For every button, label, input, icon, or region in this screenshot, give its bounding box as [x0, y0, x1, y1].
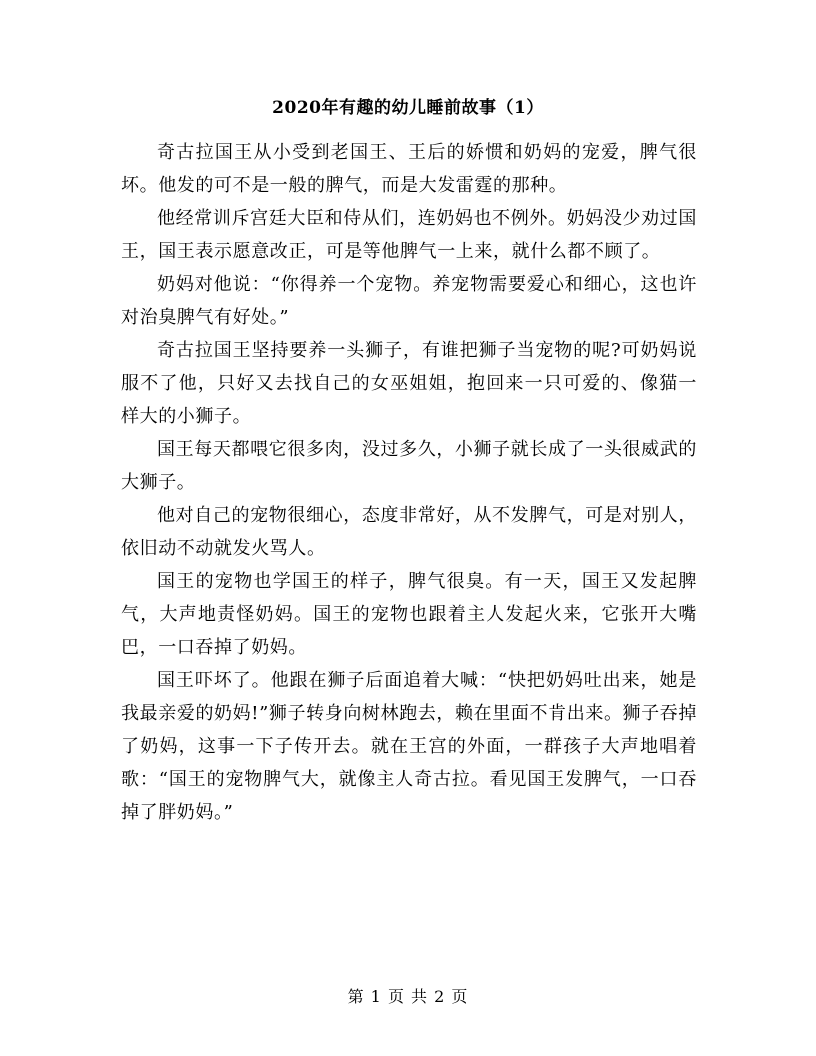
paragraph: 奇古拉国王坚持要养一头狮子，有谁把狮子当宠物的呢?可奶妈说服不了他，只好又去找自己的女巫姐姐，抱回来一只可爱的、像猫一样大的小狮子。 [121, 340, 697, 427]
paragraph: 奇古拉国王从小受到老国王、王后的娇惯和奶妈的宠爱，脾气很坏。他发的可不是一般的脾气，而是大发雷霆的那种。 [121, 142, 697, 196]
paragraph: 奶妈对他说：“你得养一个宠物。养宠物需要爱心和细心，这也许对治臭脾气有好处。” [121, 274, 697, 328]
paragraph: 国王的宠物也学国王的样子，脾气很臭。有一天，国王又发起脾气，大声地责怪奶妈。国王的宠物也跟着主人发起火来，它张开大嘴巴，一口吞掉了奶妈。 [121, 571, 697, 658]
paragraph: 国王吓坏了。他跟在狮子后面追着大喊：“快把奶妈吐出来，她是我最亲爱的奶妈!”狮子转身向树林跑去，赖在里面不肯出来。狮子吞掉了奶妈，这事一下子传开去。就在王宫的外面，一群孩子大声地唱着歌：“国王的宠物脾气大，就像主人奇古拉。看见国王发脾气，一口吞掉了胖奶妈。” [121, 670, 697, 823]
paragraph: 国王每天都喂它很多肉，没过多久，小狮子就长成了一头很威武的大狮子。 [121, 439, 697, 493]
paragraph: 他对自己的宠物很细心，态度非常好，从不发脾气，可是对别人，依旧动不动就发火骂人。 [121, 505, 697, 559]
paragraph: 他经常训斥宫廷大臣和侍从们，连奶妈也不例外。奶妈没少劝过国王，国王表示愿意改正，可是等他脾气一上来，就什么都不顾了。 [121, 208, 697, 262]
document-body [121, 136, 697, 829]
document-title: 2020年有趣的幼儿睡前故事（1） [272, 98, 544, 118]
page-footer: 第 1 页 共 2 页 [347, 987, 469, 1006]
